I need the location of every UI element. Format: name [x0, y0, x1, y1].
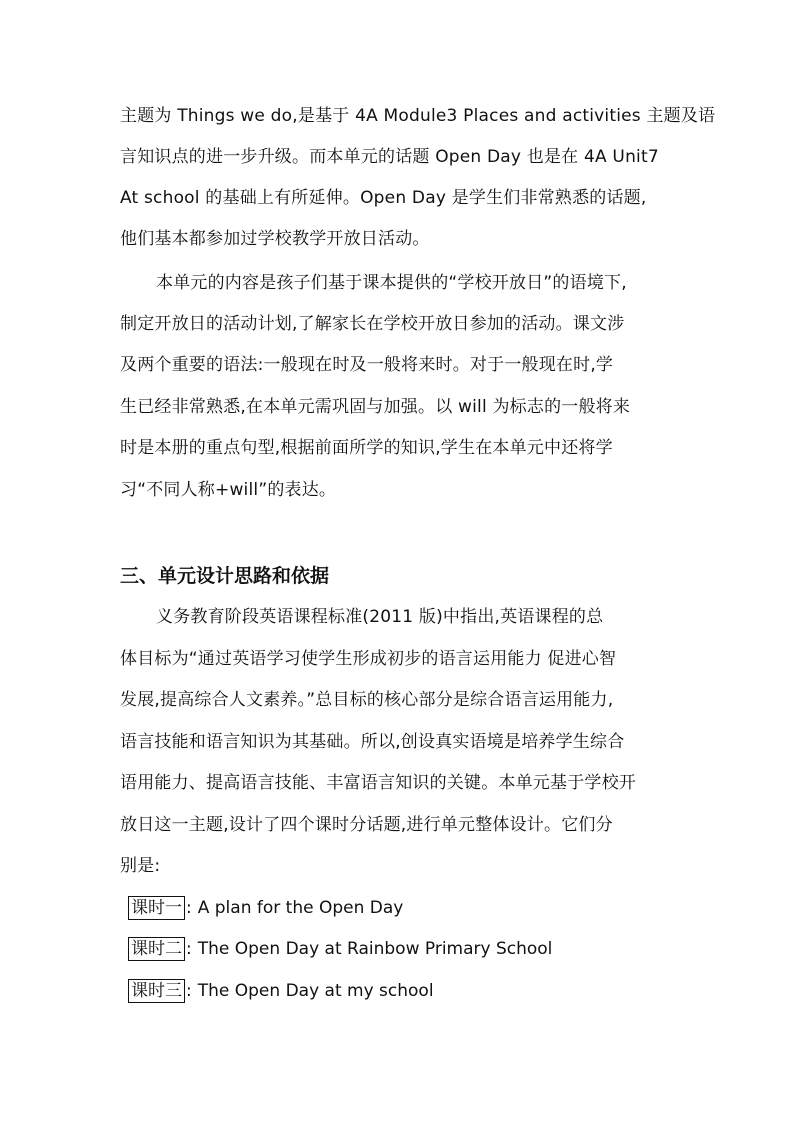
paragraph2-line: 及两个重要的语法:一般现在时及一般将来时。对于一般现在时,学: [120, 355, 614, 375]
paragraph3-line: 语用能力、提高语言技能、丰富语言知识的关键。本单元基于学校开: [120, 773, 636, 793]
paragraph3-line: 发展,提高综合人文素养。”总目标的核心部分是综合语言运用能力,: [120, 690, 614, 710]
paragraph3-line: 体目标为“通过英语学习使学生形成初步的语言运用能力 促进心智: [120, 649, 617, 669]
paragraph1-line: At school 的基础上有所延伸。Open Day 是学生们非常熟悉的话题,: [120, 188, 647, 208]
lesson-colon: :: [186, 981, 192, 1001]
paragraph3-line: 义务教育阶段英语课程标准(2011 版)中指出,英语课程的总: [156, 607, 604, 627]
paragraph2-line: 时是本册的重点句型,根据前面所学的知识,学生在本单元中还将学: [120, 438, 613, 458]
lesson-title: The Open Day at my school: [197, 981, 434, 1001]
lesson-colon: :: [186, 939, 192, 959]
lesson-label-box: 课时三: [128, 979, 185, 1003]
lesson-colon: :: [186, 898, 192, 918]
lesson-item: [128, 896, 403, 920]
paragraph2-line: 习“不同人称+will”的表达。: [120, 480, 337, 500]
lesson-item: [128, 979, 434, 1003]
paragraph1-line: 他们基本都参加过学校教学开放日活动。: [120, 229, 430, 249]
lesson-title: The Open Day at Rainbow Primary School: [197, 939, 553, 959]
paragraph2-line: 本单元的内容是孩子们基于课本提供的“学校开放日”的语境下,: [156, 273, 627, 293]
paragraph2-line: 制定开放日的活动计划,了解家长在学校开放日参加的活动。课文涉: [120, 314, 625, 334]
lesson-label-box: 课时一: [128, 896, 185, 920]
lesson-item: [128, 937, 552, 961]
paragraph1-line: 主题为 Things we do,是基于 4A Module3 Places and activities 主题及语: [120, 106, 716, 126]
paragraph3-line: 语言技能和语言知识为其基础。所以,创设真实语境是培养学生综合: [120, 732, 625, 752]
paragraph3-line: 别是:: [120, 856, 161, 876]
paragraph1-line: 言知识点的进一步升级。而本单元的话题 Open Day 也是在 4A Unit7: [120, 147, 659, 167]
lesson-label-box: 课时二: [128, 937, 185, 961]
lesson-title: A plan for the Open Day: [197, 898, 404, 918]
section-heading: 三、单元设计思路和依据: [120, 565, 330, 587]
paragraph2-line: 生已经非常熟悉,在本单元需巩固与加强。以 will 为标志的一般将来: [120, 397, 631, 417]
paragraph3-line: 放日这一主题,设计了四个课时分话题,进行单元整体设计。它们分: [120, 815, 613, 835]
